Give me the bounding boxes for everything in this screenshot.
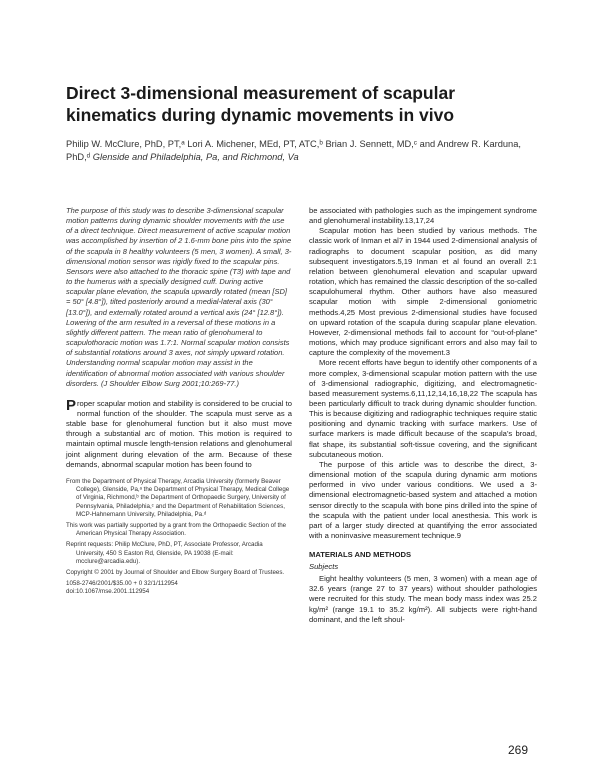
footnote-copyright: Copyright © 2001 by Journal of Shoulder and Elbow Surgery Board of Trustees. (66, 568, 285, 576)
footnote-doi: doi:10.1067/mse.2001.112954 (66, 588, 150, 596)
intro-paragraph: Proper scapular motion and stability is considered to be crucial to normal function of the shoulder. The scapula must serve as a stable base for glenohumeral function but it also must move through a substantial arc of motion. This motion is required to maintain optimal muscle length-tension relations and glenohumeral joint alignment during elevation of the arm. Because of these demands, abnormal scapular motion has been found to (66, 396, 292, 469)
author-list (66, 138, 536, 164)
body-paragraph-continuation: be associated with pathologies such as the impingement syndrome and glenohumeral instability.13,17,24 (309, 206, 537, 226)
page-number: 269 (508, 743, 529, 757)
body-paragraph-purpose: The purpose of this article was to describe the direct, 3-dimensional motion of the scapula during dynamic arm motions performed in vivo under various conditions. We used a 3-dimensional electromagnetic-based system and attached a motion sensor directly to the scapula with bone pins drilled into the spine of the scapula with the patient under local anesthesia. This work is part of a larger study directed at quantifying the error associated with a noninvasive measurement technique.9 (309, 459, 537, 540)
abstract: The purpose of this study was to describe 3-dimensional scapular motion patterns during dynamic shoulder movements with the use of a direct technique. Direct measurement of active scapular motion was accomplished by insertion of 2 1.6-mm bone pins into the spine of the scapula in 8 healthy volunteers (5 men, 3 women). A small, 3-dimensional motion sensor was rigidly fixed to the scapular pins. Sensors were also attached to the thoracic spine (T3) with tape and to the humerus with a specially designed cuff. During active scapular plane elevation, the scapula upwardly rotated (mean [SD] = 50° [4.8°]), tilted posteriorly around a medial-lateral axis (30° [13.0°]), and externally rotated around a vertical axis (24° [12.8°]). Lowering of the arm resulted in a reversal of these motions in a slightly different pattern. The mean ratio of glenohumeral to scapulothoracic motion was 1.7:1. Normal scapular motion consists of substantial rotations around 3 axes, not simply upward rotation. Understanding normal scapular motion may assist in the identification of abnormal motion associated with various shoulder disorders. (J Shoulder Elbow Surg 2001;10:269-77.) (66, 206, 292, 388)
footnotes (66, 478, 292, 597)
footnote-issn: 1058-2746/2001/$35.00 + 0 32/1/112954 (66, 580, 178, 588)
footnote-affiliation: From the Department of Physical Therapy, Arcadia University (formerly Beaver College), Glenside, Pa,ᵃ the Department of Physical Therapy, Medical College of Virginia, Richmond,ᵇ the Department of Orthopaedic Surgery, University of Pennsylvania, Philadelphia,ᶜ and the Department of Rehabilitation Sciences, MCP-Hahnemann University, Philadelphia, Pa.ᵈ (66, 477, 290, 518)
left-column (66, 206, 292, 597)
body-paragraph-methods-history: Scapular motion has been studied by various methods. The classic work of Inman et al7 in 1944 used 2-dimensional analysis of radiographs to document scapular position, as did many subsequent investigators.5,19 Inman et al found an overall 2:1 relation between glenohumeral elevation and scapular upward rotation, which has remained the classic description of the so-called scapulohumeral rhythm. Other authors have also measured scapular motion with simple 2-dimensional goniometric methods.4,25 Most previous 2-dimensional studies have focused on upward rotation of the scapula during scapular plane elevation. However, 2-dimensional methods fail to account for “out-of-plane” motions, which may produce significant errors and also may fail to capture the complexity of the movement.3 (309, 226, 537, 358)
subsection-heading-subjects: Subjects (309, 562, 339, 572)
author-locations: Glenside and Philadelphia, Pa, and Richmond, Va (92, 152, 299, 162)
body-paragraph-subjects: Eight healthy volunteers (5 men, 3 women) with a mean age of 32.6 years (range 27 to 37 years) without shoulder pathologies were recruited for this study. The mean body mass index was 25.2 kg/m² (range 19.1 to 35.2 kg/m²). All subjects were right-hand dominant, and the left shoul- (309, 574, 537, 624)
footnote-grant: This work was partially supported by a grant from the Orthopaedic Section of the American Physical Therapy Association. (66, 521, 287, 538)
right-column (309, 206, 537, 625)
footnote-reprint: Reprint requests: Philip McClure, PhD, PT, Associate Professor, Arcadia University, 450 S Easton Rd, Glenside, PA 19038 (E-mail: mcclure@arcadia.edu). (66, 541, 263, 565)
body-paragraph-3d-efforts: More recent efforts have begun to identify other components of a more complex, 3-dimensional scapular motion pattern with the use of 3-dimensional radiographic, digitizing, and electromagnetic-based measurement systems.6,11,12,14,16,18,22 The scapula has been particularly difficult to track during dynamic shoulder function. This is because digitizing and radiographic techniques require static positioning and dynamic tracking with surface markers. Use of surface markers is made difficult because of the scapula’s broad, flat shape, its substantial soft-tissue covering, and the significant subcutaneous motion. (309, 358, 537, 459)
section-heading-methods: MATERIALS AND METHODS (309, 550, 412, 560)
author-names: Philip W. McClure, PhD, PT,ᵃ Lori A. Michener, MEd, PT, ATC,ᵇ Brian J. Sennett, MD,ᶜ and Andrew R. Karduna, PhD,ᵈ (66, 139, 521, 162)
article-title: Direct 3-dimensional measurement of scapular kinematics during dynamic movements in vivo (66, 83, 456, 125)
